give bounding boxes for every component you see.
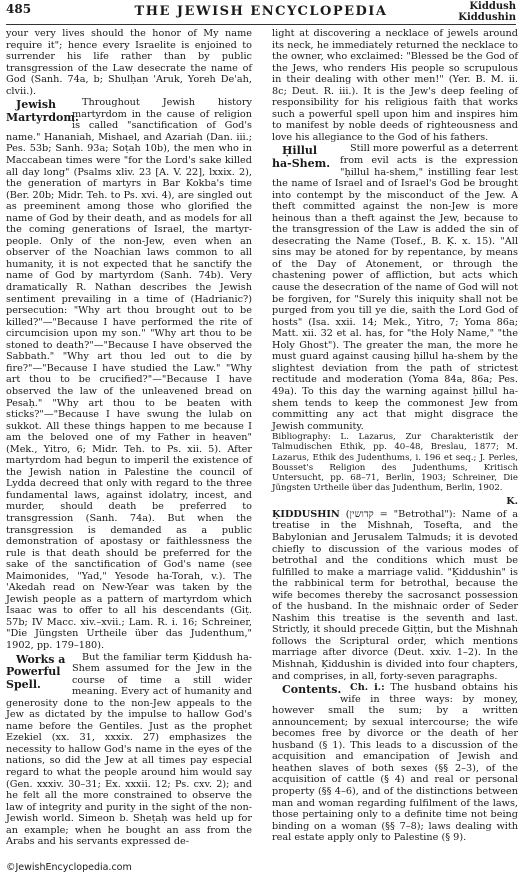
sidenote-works-a-powerful-spell: Works a Powerful Spell. xyxy=(6,652,66,691)
footer-credit: ©JewishEncyclopedia.com xyxy=(6,862,132,873)
entry-hebrew: (קדושין = "Betrothal"): xyxy=(345,508,456,520)
right-paragraph-2-text: Still more powerful as a deterrent from evil acts is the expression "ḥillul ha-shem," instilling fear lest the name of Israel and of Israel's God be brought into contempt by the misconduct of the Jew. A theft committed against the non-Jew is more heinous than a theft against the Jew, because to the transgression of the Law is added the sin of desecrating the Name (Tosef., B. Ḳ. x. 15). "All sins may be atoned for by repentance, by means of the Day of Atonement, or through the chastening power of affliction, but acts which cause the desecration of the name of God will not be forgiven, for "Surely this iniquity shall not be purged from you till ye die, saith the Lord God of hosts" (Isa. xxii. 14; Mek., Yitro, 7; Yoma 86a; Matt. xii. 32 et al. has, for "the Holy Name," "the Holy Ghost"). The greater the man, the more he must guard against causing ḥillul ha-shem by the slightest deviation from the path of strictest rectitude and moderation (Yoma 84a, 86a; Pes. 49a). To this day the warning against ḥillul ha-shem tends to keep the commonest Jew from committing any act that might disgrace the Jewish community. xyxy=(272,143,518,432)
entry-text: Name of a treatise in the Mishnah, Tosefta, and the Babylonian and Jerusalem Talmuds; it is devoted chiefly to discussion of the various modes of betrothal and the conditions which must be fulfilled to make a marriage valid. "Ḳiddushin" is the rabbinical term for betrothal, because the wife becomes thereby the sacrosanct possession of the husband. In the mishnaic order of Seder Nashim this treatise is the seventh and last. Strictly, it should precede Giṭṭin, but the Mishnah follows the Scriptural order, which mentions marriage after divorce (Deut. xxiv. 1–2). In the Mishnah, Ḳiddushin is divided into four chapters, and comprises, in all, forty-seven paragraphs. xyxy=(272,508,518,682)
kiddushin-entry xyxy=(272,509,518,682)
chapter-one-text: The husband obtains his wife in three ways: by money, however small the sum; by a written announcement; by sexual intercourse; the wife becomes free by divorce or the death of her husband (§ 1). This leads to a discussion of the acquisition and emancipation of Jewish and heathen slaves of both sexes (§§ 2–3), of the acquisition of cattle (§ 4) and real or personal property (§§ 4–6), and of the distinctions between man and woman regarding fulfilment of the laws, those pertaining only to a definite time not being binding on a woman (§§ 7–8); laws dealing with real estate apply only to Palestine (§ 9). xyxy=(272,682,518,844)
sidenote-contents: Contents. xyxy=(282,683,342,697)
chapter-label: Ch. i.: xyxy=(350,682,385,694)
left-paragraph-1: your very lives should the honor of My name require it"; hence every Israelite is enjoined to surrender his life rather than by public transgression of the Law desecrate the name of God (Sanh. 74a, b; Shulḥan 'Aruk, Yoreh De'ah, clvii.). xyxy=(6,28,252,97)
left-paragraph-3 xyxy=(6,652,252,848)
page-number: 485 xyxy=(6,2,32,16)
right-paragraph-2 xyxy=(272,143,518,432)
chapter-one-paragraph xyxy=(272,682,518,844)
author-signature: K. xyxy=(506,496,518,508)
right-paragraph-1: light at discovering a necklace of jewels around its neck, he immediately returned the necklace to the owner, who exclaimed: "Blessed be the God of the Jews, who renders His people so scrupulous in their dealing with other men!" (Yer. B. M. ii. 8c; Deut. R. iii.). It is the Jew's deep feeling of responsibility for his religious faith that works such a powerful spell upon him and inspires him to manifest by noble deeds of righteousness and love his allegiance to the God of his fathers. xyxy=(272,28,518,143)
running-head xyxy=(458,1,516,23)
left-paragraph-3-text: But the familiar term Ḳiddush ha-Shem assumed for the Jew in the course of time a still wider meaning. Every act of humanity and generosity done to the non-Jew appeals to the Jew as dictated by the impulse to hallow God's name before the Gentiles. Just as the prophet Ezekiel (xx. 31, xxxix. 27) emphasizes the necessity to hallow God's name in the eyes of the nations, so did the Jew at all times pay especial regard to what the people around him would say (Gen. xxxiv. 30–31; Ex. xxxii. 12; Ps. cxv. 2); and he felt all the more constrained to observe the law of integrity and purity in the sight of the non-Jewish world. Simeon b. Sheṭaḥ was held up for an example; when he bought an ass from the Arabs and his servants expressed de- xyxy=(6,651,252,848)
running-head-line-1: Kiddush xyxy=(469,1,516,12)
left-paragraph-2-text: Throughout Jewish history martyrdom in the cause of religion is called "sanctification of God's name." Hananiah, Mishael, and Azariah (Dan. iii.; Pes. 53b; Sanh. 93a; Soṭah 10b), the men who in Maccabean times were "for the Lord's sake killed all day long" (Psalms xliv. 23 [A. V. 22], lxxix. 2), the generation of martyrs in Bar Kokba's time (Ber. 20b; Midr. Teh. to Ps. xvi. 4), are singled out as preeminent among those who glorified the name of God by their death, and as models for all the coming generations of Israel, the martyr-people. Only of the non-Jew, even when an observer of the Noachian laws common to all humanity, it is not expected that he sanctify the name of God by martyrdom (Sanh. 74b). Very dramatically R. Nathan describes the Jewish sentiment prevailing in a time of (Hadrianic?) persecution: "Why art thou brought out to be killed?"—"Because I have performed the rite of circumcision upon my son." "Why art thou to be stoned to death?"—"Because I have observed the Sabbath." "Why art thou led out to die by fire?"—"Because I have studied the Law." "Why art thou to be crucified?"—"Because I have observed the law of the unleavened bread on Pesaḥ." "Why art thou to be beaten with sticks?"—"Because I have swung the lulab on sukkot. All these things happen to me because I am the beloved one of my Father in heaven" (Mek., Yitro, 6; Midr. Teh. to Ps. xii. 5). After martyrdom had begun to imperil the existence of the Jewish nation in Palestine the council of Lydda decreed that only with regard to the three fundamental laws, against idolatry, incest, and murder, should death be preferred to transgression (Sanh. 74a). But when the transgression is demanded as a public demonstration of apostasy or faithlessness the rule is that death should be preferred for the sake of the sanctification of God's name (see Maimonides, "Yad," Yesode ha-Torah, v.). The 'Akedah read on New-Year was taken by the Jewish people as a pattern of martyrdom which Isaac was to offer to all his descendants (Giṭ. 57b; IV Macc. xiv.–xvii.; Lam. R. i. 16; Schreiner, "Die Jüngsten Urtheile über das Judenthum," 1902, pp. 179–180). xyxy=(6,97,252,651)
page-title: THE JEWISH ENCYCLOPEDIA xyxy=(134,4,388,19)
running-head-line-2: Kiddushin xyxy=(458,12,516,23)
right-column xyxy=(272,28,518,844)
left-paragraph-2 xyxy=(6,97,252,651)
bibliography: Bibliography: L. Lazarus, Zur Charakteristik der Talmudischen Ethik, pp. 40–48, Breslau, 1877; M. Lazarus, Ethik des Judenthums, i. 196 et seq.; J. Perles, Bousset's Religion des Judenthums, Kritisch Untersucht, pp. 68–71, Berlin, 1903; Schreiner, Die Jüngsten Urtheile über das Judenthum, Berlin, 1902. xyxy=(272,432,518,494)
page-header xyxy=(6,0,516,25)
sidenote-hillul-ha-shem: Ḥillul ha-Shem. xyxy=(272,144,331,170)
sidenote-jewish-martyrdom: Jewish Martyrdom. xyxy=(6,98,79,124)
entry-headword: ḲIDDUSHIN xyxy=(272,508,340,520)
left-column xyxy=(6,28,252,848)
